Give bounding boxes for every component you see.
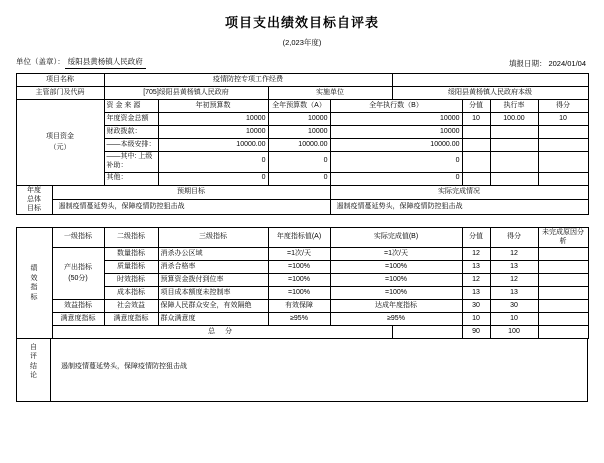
perf-header-level2: 二级指标 xyxy=(104,227,158,248)
funds-rate-3 xyxy=(490,152,538,173)
table-row-dept xyxy=(16,87,588,100)
perf-level2-2-0: 满意度指标 xyxy=(104,313,158,326)
table-row-spacer xyxy=(16,214,588,227)
table-row-perf-total xyxy=(16,326,588,339)
perf-level3-0-2: 预算资金拨付到位率 xyxy=(158,274,268,287)
funds-source-0: 年度资金总额 xyxy=(104,113,158,126)
funds-begin-1: 10000 xyxy=(158,126,268,139)
funds-source-4: 其他： xyxy=(104,172,158,185)
perf-header-score: 分值 xyxy=(462,227,490,248)
perf-target-0-1: =100% xyxy=(268,261,330,274)
funds-col-point: 得分 xyxy=(538,100,588,113)
unit-field xyxy=(16,56,146,69)
funds-point-3 xyxy=(538,152,588,173)
funds-rate-2 xyxy=(490,139,538,152)
perf-level3-0-3: 项目成本额度未控制率 xyxy=(158,287,268,300)
funds-source-3: ——其中: 上级补助： xyxy=(104,152,158,173)
perf-target-1-0: 有效保障 xyxy=(268,300,330,313)
perf-score-0-0: 12 xyxy=(462,248,490,261)
perf-point-0-3: 13 xyxy=(490,287,538,300)
funds-exec-4: 0 xyxy=(330,172,462,185)
perf-header-point: 得分 xyxy=(490,227,538,248)
expected-goal-header: 预期目标 xyxy=(52,185,330,200)
perf-actual-1-0: 达成年度指标 xyxy=(330,300,462,313)
dept-value: [705]绥阳县黄杨镇人民政府 xyxy=(104,87,268,100)
report-date-label: 填报日期： xyxy=(508,59,547,68)
perf-score-0-2: 12 xyxy=(462,274,490,287)
perf-header-target: 年度指标值(A) xyxy=(268,227,330,248)
funds-score-2 xyxy=(462,139,490,152)
perf-point-1-0: 30 xyxy=(490,300,538,313)
funds-col-score: 分值 xyxy=(462,100,490,113)
funds-col-source: 资 金 来 源 xyxy=(104,100,158,113)
expected-goal-text: 遏制疫情蔓延势头，保障疫情防控狙击战 xyxy=(52,200,330,215)
perf-group-level1-satisfaction: 满意度指标 xyxy=(52,313,104,326)
perf-score-0-3: 13 xyxy=(462,287,490,300)
summary-side-label: 自 评 结 论 xyxy=(17,339,51,401)
table-row-perf-output-0 xyxy=(16,248,588,261)
unit-value: 绥阳县黄杨镇人民政府 xyxy=(65,56,146,69)
perf-header-reason: 未完成原因分析 xyxy=(538,227,588,248)
perf-group-level1-output: 产出指标 (50分) xyxy=(52,248,104,300)
self-evaluation-table xyxy=(16,73,589,339)
actual-goal-text: 遏制疫情蔓延势头，保障疫情防控狙击战 xyxy=(330,200,588,215)
funds-score-0: 10 xyxy=(462,113,490,126)
perf-target-0-0: =1次/天 xyxy=(268,248,330,261)
perf-level2-0-3: 成本指标 xyxy=(104,287,158,300)
meta-row xyxy=(0,56,604,69)
perf-level2-0-1: 质量指标 xyxy=(104,261,158,274)
table-row-funds-header xyxy=(16,100,588,113)
perf-reason-0-1 xyxy=(538,261,588,274)
perf-target-2-0: ≥95% xyxy=(268,313,330,326)
perf-reason-0-3 xyxy=(538,287,588,300)
perf-total-label: 总 分 xyxy=(52,326,392,339)
project-name-blank xyxy=(392,74,588,87)
perf-reason-0-0 xyxy=(538,248,588,261)
funds-total-4: 0 xyxy=(268,172,330,185)
perf-point-0-0: 12 xyxy=(490,248,538,261)
annual-goal-side-label: 年度 总体 目标 xyxy=(16,185,52,214)
perf-reason-0-2 xyxy=(538,274,588,287)
dept-label: 主管部门及代码 xyxy=(16,87,104,100)
funds-begin-4: 0 xyxy=(158,172,268,185)
funds-score-1 xyxy=(462,126,490,139)
perf-point-2-0: 10 xyxy=(490,313,538,326)
perf-header-level3: 三级指标 xyxy=(158,227,268,248)
perf-actual-0-1: =100% xyxy=(330,261,462,274)
perf-actual-0-2: =100% xyxy=(330,274,462,287)
funds-source-2: ——本级安排： xyxy=(104,139,158,152)
table-row-annual-goal-header xyxy=(16,185,588,200)
funds-score-4 xyxy=(462,172,490,185)
perf-level3-2-0: 群众满意度 xyxy=(158,313,268,326)
project-name-value: 疫情防控专项工作经费 xyxy=(104,74,392,87)
table-row-perf-satisfaction-0 xyxy=(16,313,588,326)
document-page xyxy=(0,12,604,463)
perf-score-1-0: 30 xyxy=(462,300,490,313)
funds-exec-0: 10000 xyxy=(330,113,462,126)
report-date-value: 2024/01/04 xyxy=(548,59,586,68)
summary-text: 遏制疫情蔓延势头，保障疫情防控狙击战 xyxy=(61,363,187,371)
funds-point-4 xyxy=(538,172,588,185)
funds-rate-1 xyxy=(490,126,538,139)
report-date-field xyxy=(509,58,588,69)
perf-reason-1-0 xyxy=(538,300,588,313)
summary-box xyxy=(16,339,588,402)
funds-col-year-exec: 全年执行数（B） xyxy=(330,100,462,113)
perf-level3-0-0: 消杀办公区域 xyxy=(158,248,268,261)
perf-group-level1-benefit: 效益指标 xyxy=(52,300,104,313)
perf-target-0-2: =100% xyxy=(268,274,330,287)
table-row-perf-header xyxy=(16,227,588,248)
funds-score-3 xyxy=(462,152,490,173)
table-row-project-name xyxy=(16,74,588,87)
table-row-annual-goal-body xyxy=(16,200,588,215)
funds-source-1: 财政拨款： xyxy=(104,126,158,139)
perf-reason-2-0 xyxy=(538,313,588,326)
funds-begin-2: 10000.00 xyxy=(158,139,268,152)
funds-col-rate: 执行率 xyxy=(490,100,538,113)
perf-level3-1-0: 保障人民群众安全，有效隔绝 xyxy=(158,300,268,313)
funds-total-0: 10000 xyxy=(268,113,330,126)
table-row-perf-benefit-0 xyxy=(16,300,588,313)
perf-score-2-0: 10 xyxy=(462,313,490,326)
perf-actual-2-0: ≥95% xyxy=(330,313,462,326)
project-name-label: 项目名称 xyxy=(16,74,104,87)
perf-score-0-1: 13 xyxy=(462,261,490,274)
funds-begin-3: 0 xyxy=(158,152,268,173)
funds-rate-4 xyxy=(490,172,538,185)
unit-label: 单位（盖章）： xyxy=(16,57,65,66)
perf-total-score: 90 xyxy=(462,326,490,339)
perf-header-actual: 实际完成值(B) xyxy=(330,227,462,248)
funds-point-1 xyxy=(538,126,588,139)
impl-unit-label: 实施单位 xyxy=(268,87,392,100)
actual-goal-header: 实际完成情况 xyxy=(330,185,588,200)
funds-point-2 xyxy=(538,139,588,152)
funds-total-1: 10000 xyxy=(268,126,330,139)
funds-col-year-begin: 年初预算数 xyxy=(158,100,268,113)
perf-level2-1-0: 社会效益 xyxy=(104,300,158,313)
perf-level2-0-0: 数量指标 xyxy=(104,248,158,261)
perf-level3-0-1: 消杀合格率 xyxy=(158,261,268,274)
perf-total-reason xyxy=(538,326,588,339)
perf-target-0-3: =100% xyxy=(268,287,330,300)
funds-exec-2: 10000.00 xyxy=(330,139,462,152)
perf-point-0-2: 12 xyxy=(490,274,538,287)
funds-begin-0: 10000 xyxy=(158,113,268,126)
funds-row-label: 项目资金 （元） xyxy=(16,100,104,186)
funds-point-0: 10 xyxy=(538,113,588,126)
spacer-cell xyxy=(16,214,588,227)
perf-side-label: 绩 效 指 标 xyxy=(16,227,52,339)
perf-level2-0-2: 时效指标 xyxy=(104,274,158,287)
perf-point-0-1: 13 xyxy=(490,261,538,274)
perf-actual-0-3: =100% xyxy=(330,287,462,300)
perf-total-point: 100 xyxy=(490,326,538,339)
funds-exec-1: 10000 xyxy=(330,126,462,139)
perf-total-blank xyxy=(392,326,462,339)
page-subtitle: (2,023年度) xyxy=(282,38,322,47)
funds-total-3: 0 xyxy=(268,152,330,173)
funds-col-year-total: 全年预算数（A） xyxy=(268,100,330,113)
funds-rate-0: 100.00 xyxy=(490,113,538,126)
perf-actual-0-0: =1次/天 xyxy=(330,248,462,261)
page-title: 项目支出绩效目标自评表 xyxy=(224,15,379,30)
perf-header-level1: 一级指标 xyxy=(52,227,104,248)
impl-unit-value: 绥阳县黄杨镇人民政府本级 xyxy=(392,87,588,100)
funds-exec-3: 0 xyxy=(330,152,462,173)
funds-total-2: 10000.00 xyxy=(268,139,330,152)
